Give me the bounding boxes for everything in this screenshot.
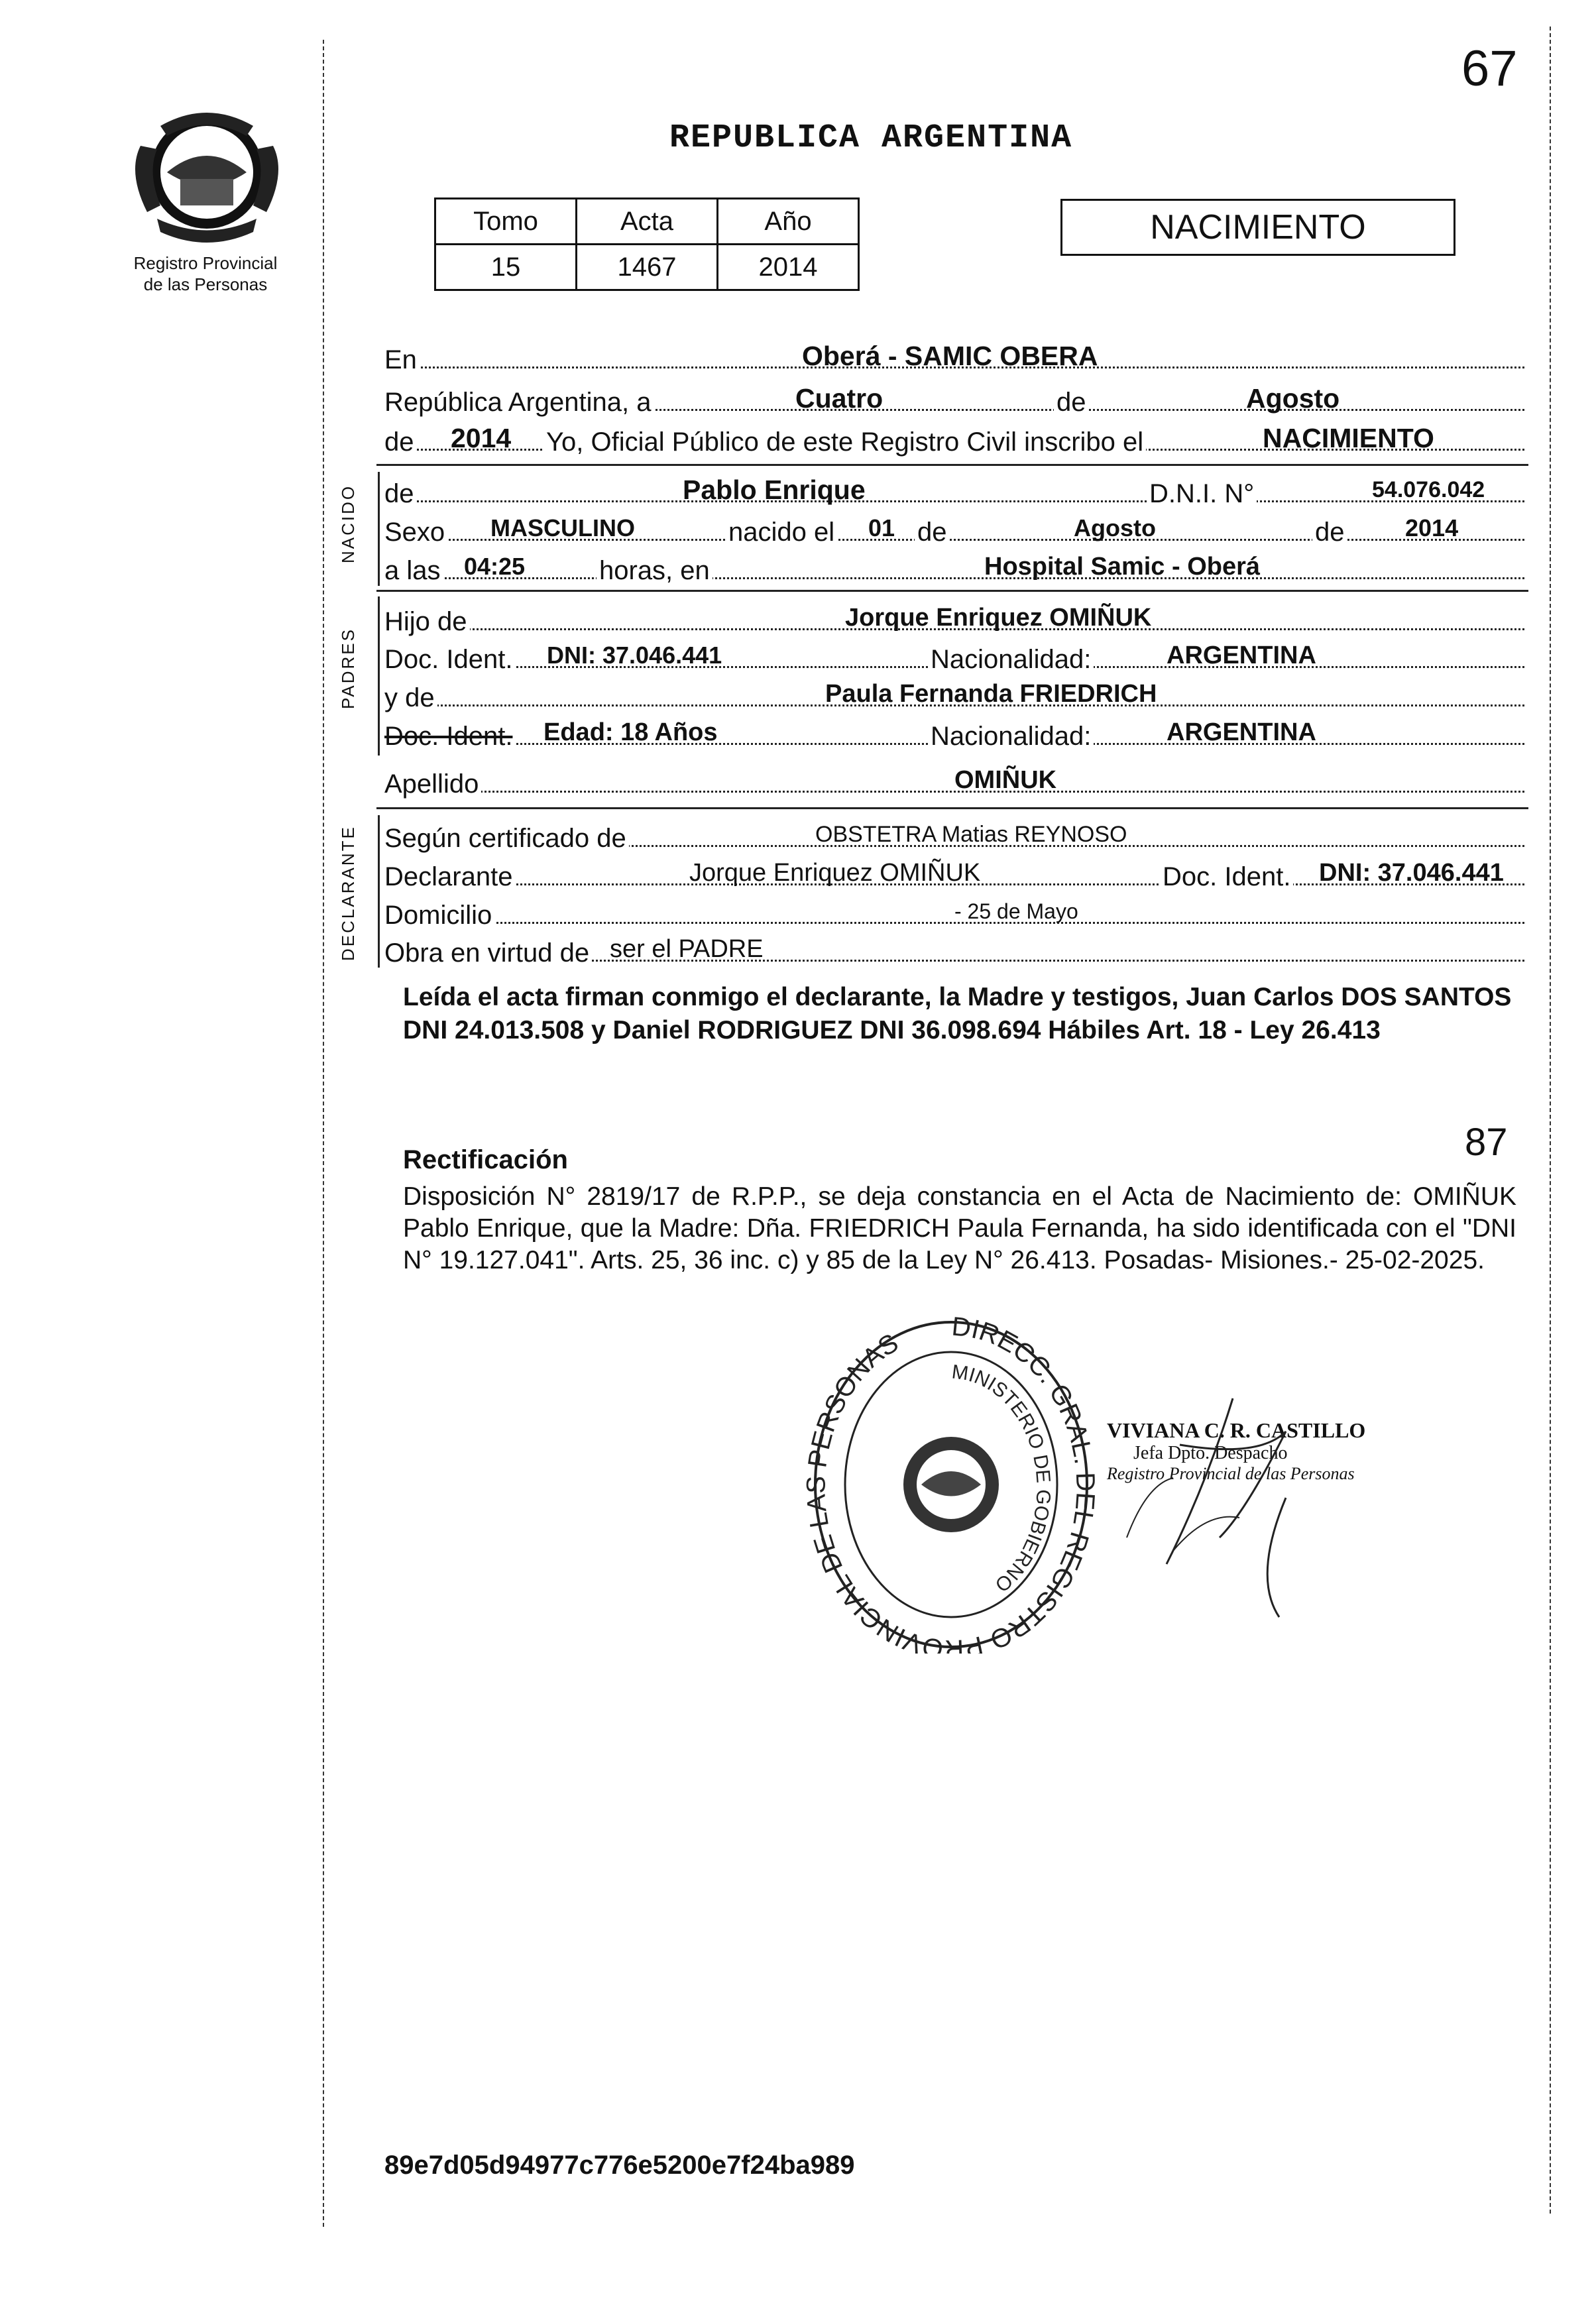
value-madre-nacionalidad: ARGENTINA [1167,718,1316,746]
value-hora: 04:25 [464,553,526,580]
row-domicilio [384,893,1524,930]
label-declarante: Declarante [384,862,515,892]
label-nacionalidad: Nacionalidad: [928,644,1094,675]
header-tomo: Tomo [435,199,577,245]
label-hijo-de: Hijo de [384,606,470,637]
label-sexo: Sexo [384,517,447,547]
label-nacido-de2: de [1312,517,1347,547]
value-lugar-inscripcion: Oberá - SAMIC OBERA [802,341,1098,371]
label-declarante-doc: Doc. Ident. [1160,862,1293,892]
label-de2: de [384,427,417,457]
registry-name-line1: Registro Provincial [133,253,278,273]
value-declarante-doc: DNI: 37.046.441 [1319,859,1504,887]
value-mes: Agosto [1246,383,1340,414]
label-dni: D.N.I. N° [1147,478,1257,509]
value-dni: 54.076.042 [1372,477,1485,502]
row-hora [384,549,1524,586]
row-certificado [384,816,1524,854]
value-certificado: OBSTETRA Matias REYNOSO [815,822,1127,847]
divider-3 [376,807,1528,809]
value-padre: Jorque Enriquez OMIÑUK [845,604,1152,632]
label-y-de: y de [384,683,437,713]
header-anio: Año [718,199,859,245]
section-bar-padres [378,596,380,756]
value-nacido-mes: Agosto [1074,514,1156,541]
label-apellido: Apellido [384,769,481,799]
signature-name: VIVIANA C. R. CASTILLO [1107,1418,1366,1442]
row-madre-doc [384,714,1524,752]
country-title: REPUBLICA ARGENTINA [669,119,1073,157]
value-apellido: OMIÑUK [954,766,1057,794]
value-anio-inscripcion: 2014 [451,423,512,453]
value-anio: 2014 [718,245,859,290]
value-madre-edad: Edad: 18 Años [543,718,718,746]
divider-2 [376,590,1528,592]
right-margin-line [1550,27,1551,2214]
value-nacido-dia: 01 [868,514,895,541]
label-obra: Obra en virtud de [384,938,592,968]
divider-1 [376,464,1528,466]
act-type-label: NACIMIENTO [1150,208,1366,247]
row-hijo-de [384,600,1524,637]
label-certificado: Según certificado de [384,823,629,854]
label-horas-en: horas, en [597,555,712,586]
label-doc-ident-crossed: Doc. Ident. [384,721,515,752]
section-bar-declarante [378,815,380,968]
label-de: de [1054,387,1089,418]
value-padre-doc: DNI: 37.046.441 [547,642,722,669]
row-apellido [384,762,1524,799]
row-madre [384,676,1524,713]
stamp-outer-text: DIRECC. GRAL. L REGISTRO PROVINCIAL DE L PERSONAS [805,1316,1097,1654]
value-declarante: Jorque Enriquez OMIÑUK [689,859,981,887]
document-hash: 89e7d05d94977c776e5200e7f24ba989 [384,2151,855,2180]
label-nacionalidad-2: Nacionalidad: [928,721,1094,752]
value-nombre: Pablo Enrique [683,475,866,505]
row-padre-doc [384,638,1524,675]
signature-title: Jefa Dpto. Despacho [1133,1443,1288,1463]
section-nacido-label: NACIDO [338,484,358,563]
header-acta: Acta [577,199,718,245]
value-tomo: 15 [435,245,577,290]
label-nacido-de: de [915,517,950,547]
label-nacido-el: nacido el [726,517,837,547]
row-nombre [384,472,1524,509]
record-table [434,197,860,291]
value-lugar-nacimiento: Hospital Samic - Oberá [984,553,1261,581]
signature-office: Registro Provincial de las Personas [1107,1464,1355,1483]
label-domicilio: Domicilio [384,900,494,930]
section-bar-nacido [378,472,380,586]
stamp-inner-text: MINISTERIO DE GOBIERNO [950,1361,1054,1597]
page-number: 67 [1461,40,1518,97]
value-obra: ser el PADRE [610,935,764,963]
row-declarante [384,855,1524,892]
act-type-box [1060,199,1455,256]
official-stamp [805,1316,1097,1654]
rectificacion-body: Disposición N° 2819/17 de R.P.P., se deja constancia en el Acta de Nacimiento de: OMIÑUK Pablo Enrique, que la Madre: Dña. FRIEDRICH Paula Fernanda, ha sido identificada con el "DNI N° 19.127.041". Arts. 25, 36 inc. c) y 85 de la Ley N° 26.413. Posadas- Misiones.- 25-02-2025. [403,1182,1516,1274]
row-obra [384,931,1524,968]
row-fecha [384,380,1524,418]
value-tipo-acta: NACIMIENTO [1263,423,1434,453]
row-sexo [384,510,1524,547]
row-en [384,338,1524,375]
row-oficial [384,420,1524,457]
rectificacion-title: Rectificación [403,1145,568,1174]
label-en: En [384,345,420,375]
value-nacido-anio: 2014 [1405,514,1459,541]
closing-statement: Leída el acta firman conmigo el declarante, la Madre y testigos, Juan Carlos DOS SANTOS DNI 24.013.508 y Daniel RODRIGUEZ DNI 36.098.694 Hábiles Art. 18 - Ley 26.413 [403,983,1512,1044]
value-acta: 1467 [577,245,718,290]
label-a-las: a las [384,555,443,586]
value-domicilio: - 25 de Mayo [954,899,1078,923]
value-dia: Cuatro [795,383,883,414]
value-madre: Paula Fernanda FRIEDRICH [825,680,1157,708]
section-padres-label: PADRES [338,628,358,709]
label-nombre-de: de [384,478,417,509]
handwritten-signature [1087,1379,1418,1630]
registry-name-line2: de las Personas [143,274,268,294]
rectificacion-number: 87 [1465,1121,1508,1164]
label-doc-ident: Doc. Ident. [384,644,515,675]
value-sexo: MASCULINO [490,514,635,541]
label-republica: República Argentina, a [384,387,654,418]
value-padre-nacionalidad: ARGENTINA [1167,642,1316,669]
left-margin-line [323,40,324,2227]
label-oficial: Yo, Oficial Público de este Registro Civil inscribo el [543,427,1146,457]
section-declarante-label: DECLARANTE [338,825,358,961]
province-crest [121,99,293,252]
